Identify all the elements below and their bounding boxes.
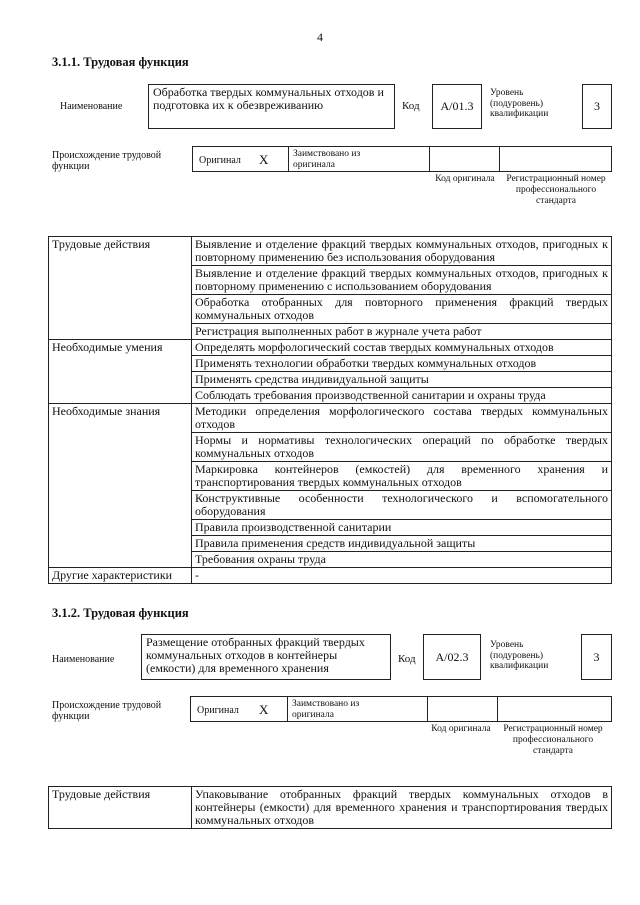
origin-label-1: Происхождение трудовой функции	[52, 150, 162, 172]
list-item: Выявление и отделение фракций твердых коммунальных отходов, пригодных к повторному применению без использования оборудования	[192, 237, 612, 266]
list-item: Методики определения морфологического состава твердых коммунальных отходов	[192, 404, 612, 433]
table-row	[49, 787, 612, 829]
function-name-1: Обработка твердых коммунальных отходов и подготовка их к обезвреживанию	[148, 84, 395, 129]
list-item: Применять средства индивидуальной защиты	[192, 372, 612, 388]
list-item: Правила производственной санитарии	[192, 520, 612, 536]
original-label-2: Оригинал	[197, 705, 239, 716]
list-item: Требования охраны труда	[192, 552, 612, 568]
list-item: Конструктивные особенности технологического и вспомогательного оборудования	[192, 491, 612, 520]
origin-grid-2	[190, 696, 612, 722]
borrowed-label-2: Заимствовано из оригинала	[292, 699, 360, 720]
actions-label: Трудовые действия	[49, 237, 192, 340]
table-row	[49, 237, 612, 266]
function-table-2	[48, 786, 612, 829]
original-label-1: Оригинал	[199, 155, 241, 166]
list-item: Маркировка контейнеров (емкостей) для временного хранения и транспортирования твердых коммунальных отходов	[192, 462, 612, 491]
table-row	[49, 568, 612, 584]
table-row	[49, 404, 612, 433]
function-name-2: Размещение отобранных фракций твердых коммунальных отходов в контейнеры (емкости) для временного хранения	[141, 634, 391, 680]
origin-label-2: Происхождение трудовой функции	[52, 700, 162, 722]
level-value-2: 3	[581, 634, 612, 680]
list-item: Применять технологии обработки твердых коммунальных отходов	[192, 356, 612, 372]
reg-label-2: Регистрационный номер профессионального стандарта	[503, 724, 603, 756]
function-code-2: A/02.3	[423, 634, 481, 680]
level-label-1: Уровень (подуровень) квалификации	[490, 88, 549, 119]
section-title-2: 3.1.2. Трудовая функция	[52, 606, 189, 620]
list-item: Обработка отобранных для повторного применения фракций твердых коммунальных отходов	[192, 295, 612, 324]
list-item: Соблюдать требования производственной санитарии и охраны труда	[192, 388, 612, 404]
actions-label: Трудовые действия	[49, 787, 192, 829]
name-label-2: Наименование	[52, 654, 115, 665]
original-mark-1: X	[259, 152, 269, 167]
reg-label-1: Регистрационный номер профессионального стандарта	[506, 174, 606, 206]
level-label-2: Уровень (подуровень) квалификации	[490, 640, 549, 671]
divider	[287, 697, 288, 721]
page-number: 4	[317, 30, 323, 44]
other-label: Другие характеристики	[49, 568, 192, 584]
list-item: Выявление и отделение фракций твердых коммунальных отходов, пригодных к повторному применению с использованием оборудования	[192, 266, 612, 295]
table-row	[49, 340, 612, 356]
code-label-2: Код	[398, 653, 416, 665]
skills-label: Необходимые умения	[49, 340, 192, 404]
name-label-1: Наименование	[60, 101, 123, 112]
level-value-1: 3	[582, 84, 612, 129]
other-value: -	[192, 568, 612, 584]
knowledge-label: Необходимые знания	[49, 404, 192, 568]
divider	[427, 697, 428, 721]
divider	[429, 147, 430, 171]
function-code-1: A/01.3	[432, 84, 482, 129]
list-item: Упаковывание отобранных фракций твердых коммунальных отходов в контейнеры (емкости) для временного хранения и транспортирования твердых коммунальных отходов	[192, 787, 612, 829]
original-mark-2: X	[259, 702, 269, 717]
list-item: Нормы и нормативы технологических операций по обработке твердых коммунальных отходов	[192, 433, 612, 462]
borrowed-label-1: Заимствовано из оригинала	[293, 149, 361, 170]
orig-code-label-1: Код оригинала	[435, 174, 495, 184]
section-title-1: 3.1.1. Трудовая функция	[52, 55, 189, 69]
code-label-1: Код	[402, 100, 420, 112]
divider	[497, 697, 498, 721]
list-item: Регистрация выполненных работ в журнале учета работ	[192, 324, 612, 340]
divider	[288, 147, 289, 171]
list-item: Определять морфологический состав твердых коммунальных отходов	[192, 340, 612, 356]
divider	[499, 147, 500, 171]
function-table-1	[48, 236, 612, 584]
orig-code-label-2: Код оригинала	[431, 724, 491, 734]
list-item: Правила применения средств индивидуальной защиты	[192, 536, 612, 552]
origin-grid-1	[192, 146, 612, 172]
